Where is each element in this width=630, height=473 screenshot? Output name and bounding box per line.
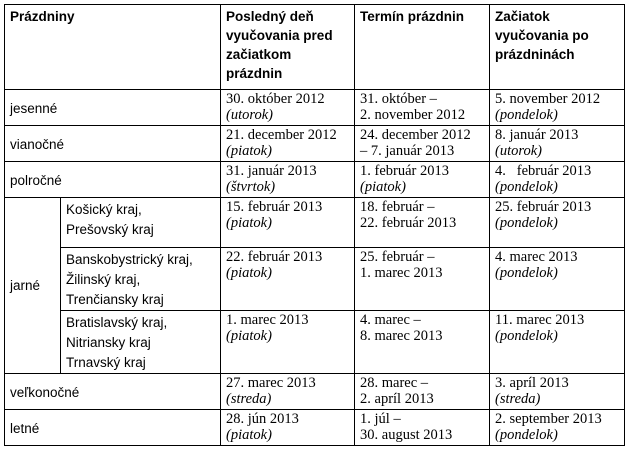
term-to: 1. marec 2013 — [360, 265, 443, 281]
start-weekday: (pondelok) — [495, 328, 558, 344]
last-day-date: 27. marec 2013 — [226, 375, 316, 391]
start-date: 4. február 2013 — [495, 163, 592, 179]
term-cell — [355, 126, 490, 162]
start-date: 2. september 2013 — [495, 411, 602, 427]
last-day-date: 28. jún 2013 — [226, 411, 299, 427]
term-cell — [355, 90, 490, 126]
table-row — [5, 410, 625, 446]
table-row — [5, 162, 625, 198]
table-row — [5, 126, 625, 162]
last-day-date: 30. október 2012 — [226, 91, 325, 107]
last-day-date: 1. marec 2013 — [226, 312, 309, 328]
header-row — [5, 5, 625, 90]
term-to: 30. august 2013 — [360, 427, 453, 443]
term-from: 24. december 2012 — [360, 127, 471, 143]
start-weekday: (streda) — [495, 391, 541, 407]
last-day-date: 31. január 2013 — [226, 163, 317, 179]
term-to: 2. apríl 2013 — [360, 391, 434, 407]
holiday-schedule-table — [4, 4, 625, 446]
term-cell — [355, 311, 490, 374]
header-holidays: Prázdniny — [5, 5, 221, 90]
table-row — [5, 374, 625, 410]
last-day-date: 15. február 2013 — [226, 199, 323, 215]
last-day-cell — [221, 162, 355, 198]
last-day-weekday: (štvrtok) — [226, 179, 276, 195]
last-day-cell — [221, 410, 355, 446]
table-row — [5, 90, 625, 126]
last-day-cell — [221, 248, 355, 311]
term-to: 2. november 2012 — [360, 107, 466, 123]
term-from: 31. október – — [360, 91, 437, 107]
region-cell — [61, 311, 221, 374]
start-weekday: (pondelok) — [495, 107, 558, 123]
start-date: 3. apríl 2013 — [495, 375, 569, 391]
term-to: (piatok) — [360, 179, 406, 195]
holiday-name: jarné — [5, 198, 61, 374]
term-cell — [355, 410, 490, 446]
holiday-name: veľkonočné — [5, 374, 221, 410]
last-day-cell — [221, 126, 355, 162]
last-day-date: 22. február 2013 — [226, 249, 323, 265]
start-cell — [490, 374, 625, 410]
start-date: 8. január 2013 — [495, 127, 579, 143]
holiday-name: vianočné — [5, 126, 221, 162]
term-to: 22. február 2013 — [360, 215, 457, 231]
last-day-weekday: (piatok) — [226, 215, 272, 231]
region-cell — [61, 198, 221, 248]
last-day-weekday: (streda) — [226, 391, 272, 407]
header-start: Začiatok vyučovania po prázdninách — [490, 5, 625, 90]
header-term: Termín prázdnin — [355, 5, 490, 90]
start-cell — [490, 198, 625, 248]
table-row — [5, 311, 625, 374]
term-from: 18. február – — [360, 199, 435, 215]
term-from: 1. február 2013 — [360, 163, 449, 179]
start-weekday: (utorok) — [495, 143, 542, 159]
term-to: – 7. január 2013 — [360, 143, 455, 159]
last-day-cell — [221, 198, 355, 248]
term-cell — [355, 198, 490, 248]
region-names: Bratislavský kraj, Nitriansky kraj Trnavský kraj — [66, 315, 168, 370]
start-weekday: (pondelok) — [495, 215, 558, 231]
last-day-weekday: (utorok) — [226, 107, 273, 123]
term-cell — [355, 162, 490, 198]
last-day-weekday: (piatok) — [226, 427, 272, 443]
last-day-weekday: (piatok) — [226, 265, 272, 281]
start-cell — [490, 126, 625, 162]
region-names: Banskobystrický kraj, Žilinský kraj, Trenčiansky kraj — [66, 252, 193, 307]
table-row — [5, 198, 625, 248]
start-cell — [490, 162, 625, 198]
last-day-weekday: (piatok) — [226, 328, 272, 344]
start-cell — [490, 90, 625, 126]
header-last-day: Posledný deň vyučovania pred začiatkom prázdnin — [221, 5, 355, 90]
start-weekday: (pondelok) — [495, 265, 558, 281]
start-date: 25. február 2013 — [495, 199, 592, 215]
start-date: 11. marec 2013 — [495, 312, 585, 328]
region-cell — [61, 248, 221, 311]
start-date: 5. november 2012 — [495, 91, 601, 107]
start-date: 4. marec 2013 — [495, 249, 578, 265]
term-from: 25. február – — [360, 249, 435, 265]
holiday-name: letné — [5, 410, 221, 446]
start-cell — [490, 248, 625, 311]
term-from: 4. marec – — [360, 312, 421, 328]
term-from: 28. marec – — [360, 375, 429, 391]
last-day-cell — [221, 90, 355, 126]
last-day-weekday: (piatok) — [226, 143, 272, 159]
last-day-cell — [221, 311, 355, 374]
term-to: 8. marec 2013 — [360, 328, 443, 344]
start-cell — [490, 410, 625, 446]
holiday-name: polročné — [5, 162, 221, 198]
region-names: Košický kraj, Prešovský kraj — [66, 202, 154, 237]
last-day-cell — [221, 374, 355, 410]
start-weekday: (pondelok) — [495, 179, 558, 195]
term-from: 1. júl – — [360, 411, 401, 427]
last-day-date: 21. december 2012 — [226, 127, 337, 143]
start-weekday: (pondelok) — [495, 427, 558, 443]
holiday-name: jesenné — [5, 90, 221, 126]
term-cell — [355, 248, 490, 311]
start-cell — [490, 311, 625, 374]
table-row — [5, 248, 625, 311]
term-cell — [355, 374, 490, 410]
